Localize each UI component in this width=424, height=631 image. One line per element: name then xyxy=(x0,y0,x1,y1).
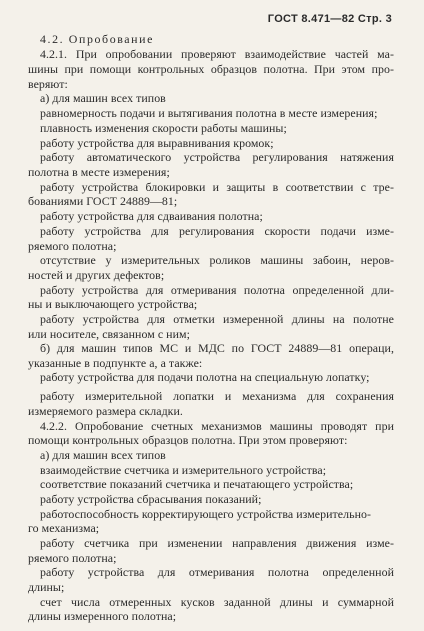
text-line: б) для машин типов МС и МДС по ГОСТ 24889—81 операци, xyxy=(40,341,394,355)
page-header: ГОСТ 8.471—82 Стр. 3 xyxy=(267,13,392,25)
text-line: работу устройства блокировки и защиты в соответствии с тре- xyxy=(40,180,394,194)
text-line: работу устройства для регулирования скорости подачи изме- xyxy=(40,224,394,238)
text-line: полотна в месте измерения; xyxy=(28,165,170,179)
text-line: 4.2.1. При опробовании проверяют взаимодействие частей ма- xyxy=(40,47,394,61)
text-line: бованиями ГОСТ 24889—81; xyxy=(28,194,178,208)
text-line: ряемого полотна; xyxy=(28,551,117,565)
text-line: работу устройства для отмеривания полотна определенной дли- xyxy=(40,283,394,297)
text-line: работу устройства сбрасывания показаний; xyxy=(40,492,262,506)
text-line: указанные в подпункте а, а также: xyxy=(28,356,203,370)
text-line: веряют: xyxy=(28,77,68,91)
text-line: работу устройства для отмеривания полотна определенной xyxy=(40,565,394,579)
text-line: работу устройства для выравнивания кромок; xyxy=(40,136,274,150)
text-line: взаимодействие счетчика и измерительного устройства; xyxy=(40,463,327,477)
text-line: соответствие показаний счетчика и печатающего устройства; xyxy=(40,477,354,491)
text-line: работу устройства для сдваивания полотна; xyxy=(40,209,263,223)
text-line: работоспособность корректирующего устройства измерительно- xyxy=(40,507,371,521)
text-line: 4.2. Опробование xyxy=(40,32,154,46)
text-line: равномерность подачи и вытягивания полотна в месте измерения; xyxy=(40,106,378,120)
text-line: или носителе, связанном с ним; xyxy=(28,327,190,341)
text-line: плавность изменения скорости работы машины; xyxy=(40,121,287,135)
text-line: ряемого полотна; xyxy=(28,239,117,253)
text-line: го механизма; xyxy=(28,521,100,535)
text-line: счет числа отмеренных кусков заданной длины и суммарной xyxy=(40,595,394,609)
text-line: отсутствие у измерительных роликов машины забоин, неров- xyxy=(40,253,394,267)
text-line: длины; xyxy=(28,580,65,594)
text-line: помощи контрольных образцов полотна. При этом проверяют: xyxy=(28,433,348,447)
text-line: работу измерительной лопатки и механизма для сохранения xyxy=(40,389,394,403)
text-line: работу устройства для подачи полотна на специальную лопатку; xyxy=(40,370,370,384)
text-line: работу устройства для отметки измеренной длины на полотне xyxy=(40,312,394,326)
text-line: а) для машин всех типов xyxy=(40,91,166,105)
text-line: работу счетчика при изменении направления движения изме- xyxy=(40,536,394,550)
text-line: ны и выключающего устройства; xyxy=(28,297,198,311)
text-line: 4.2.2. Опробование счетных механизмов машины проводят при xyxy=(40,419,394,433)
text-line: ностей и других дефектов; xyxy=(28,268,165,282)
text-line: а) для машин всех типов xyxy=(40,448,166,462)
text-line: измеряемого размера складки. xyxy=(28,404,183,418)
text-line: длины измеренного полотна; xyxy=(28,609,177,623)
text-line: работу автоматического устройства регулирования натяжения xyxy=(40,150,394,164)
text-line: шины при помощи контрольных образцов полотна. При этом про- xyxy=(28,62,394,76)
